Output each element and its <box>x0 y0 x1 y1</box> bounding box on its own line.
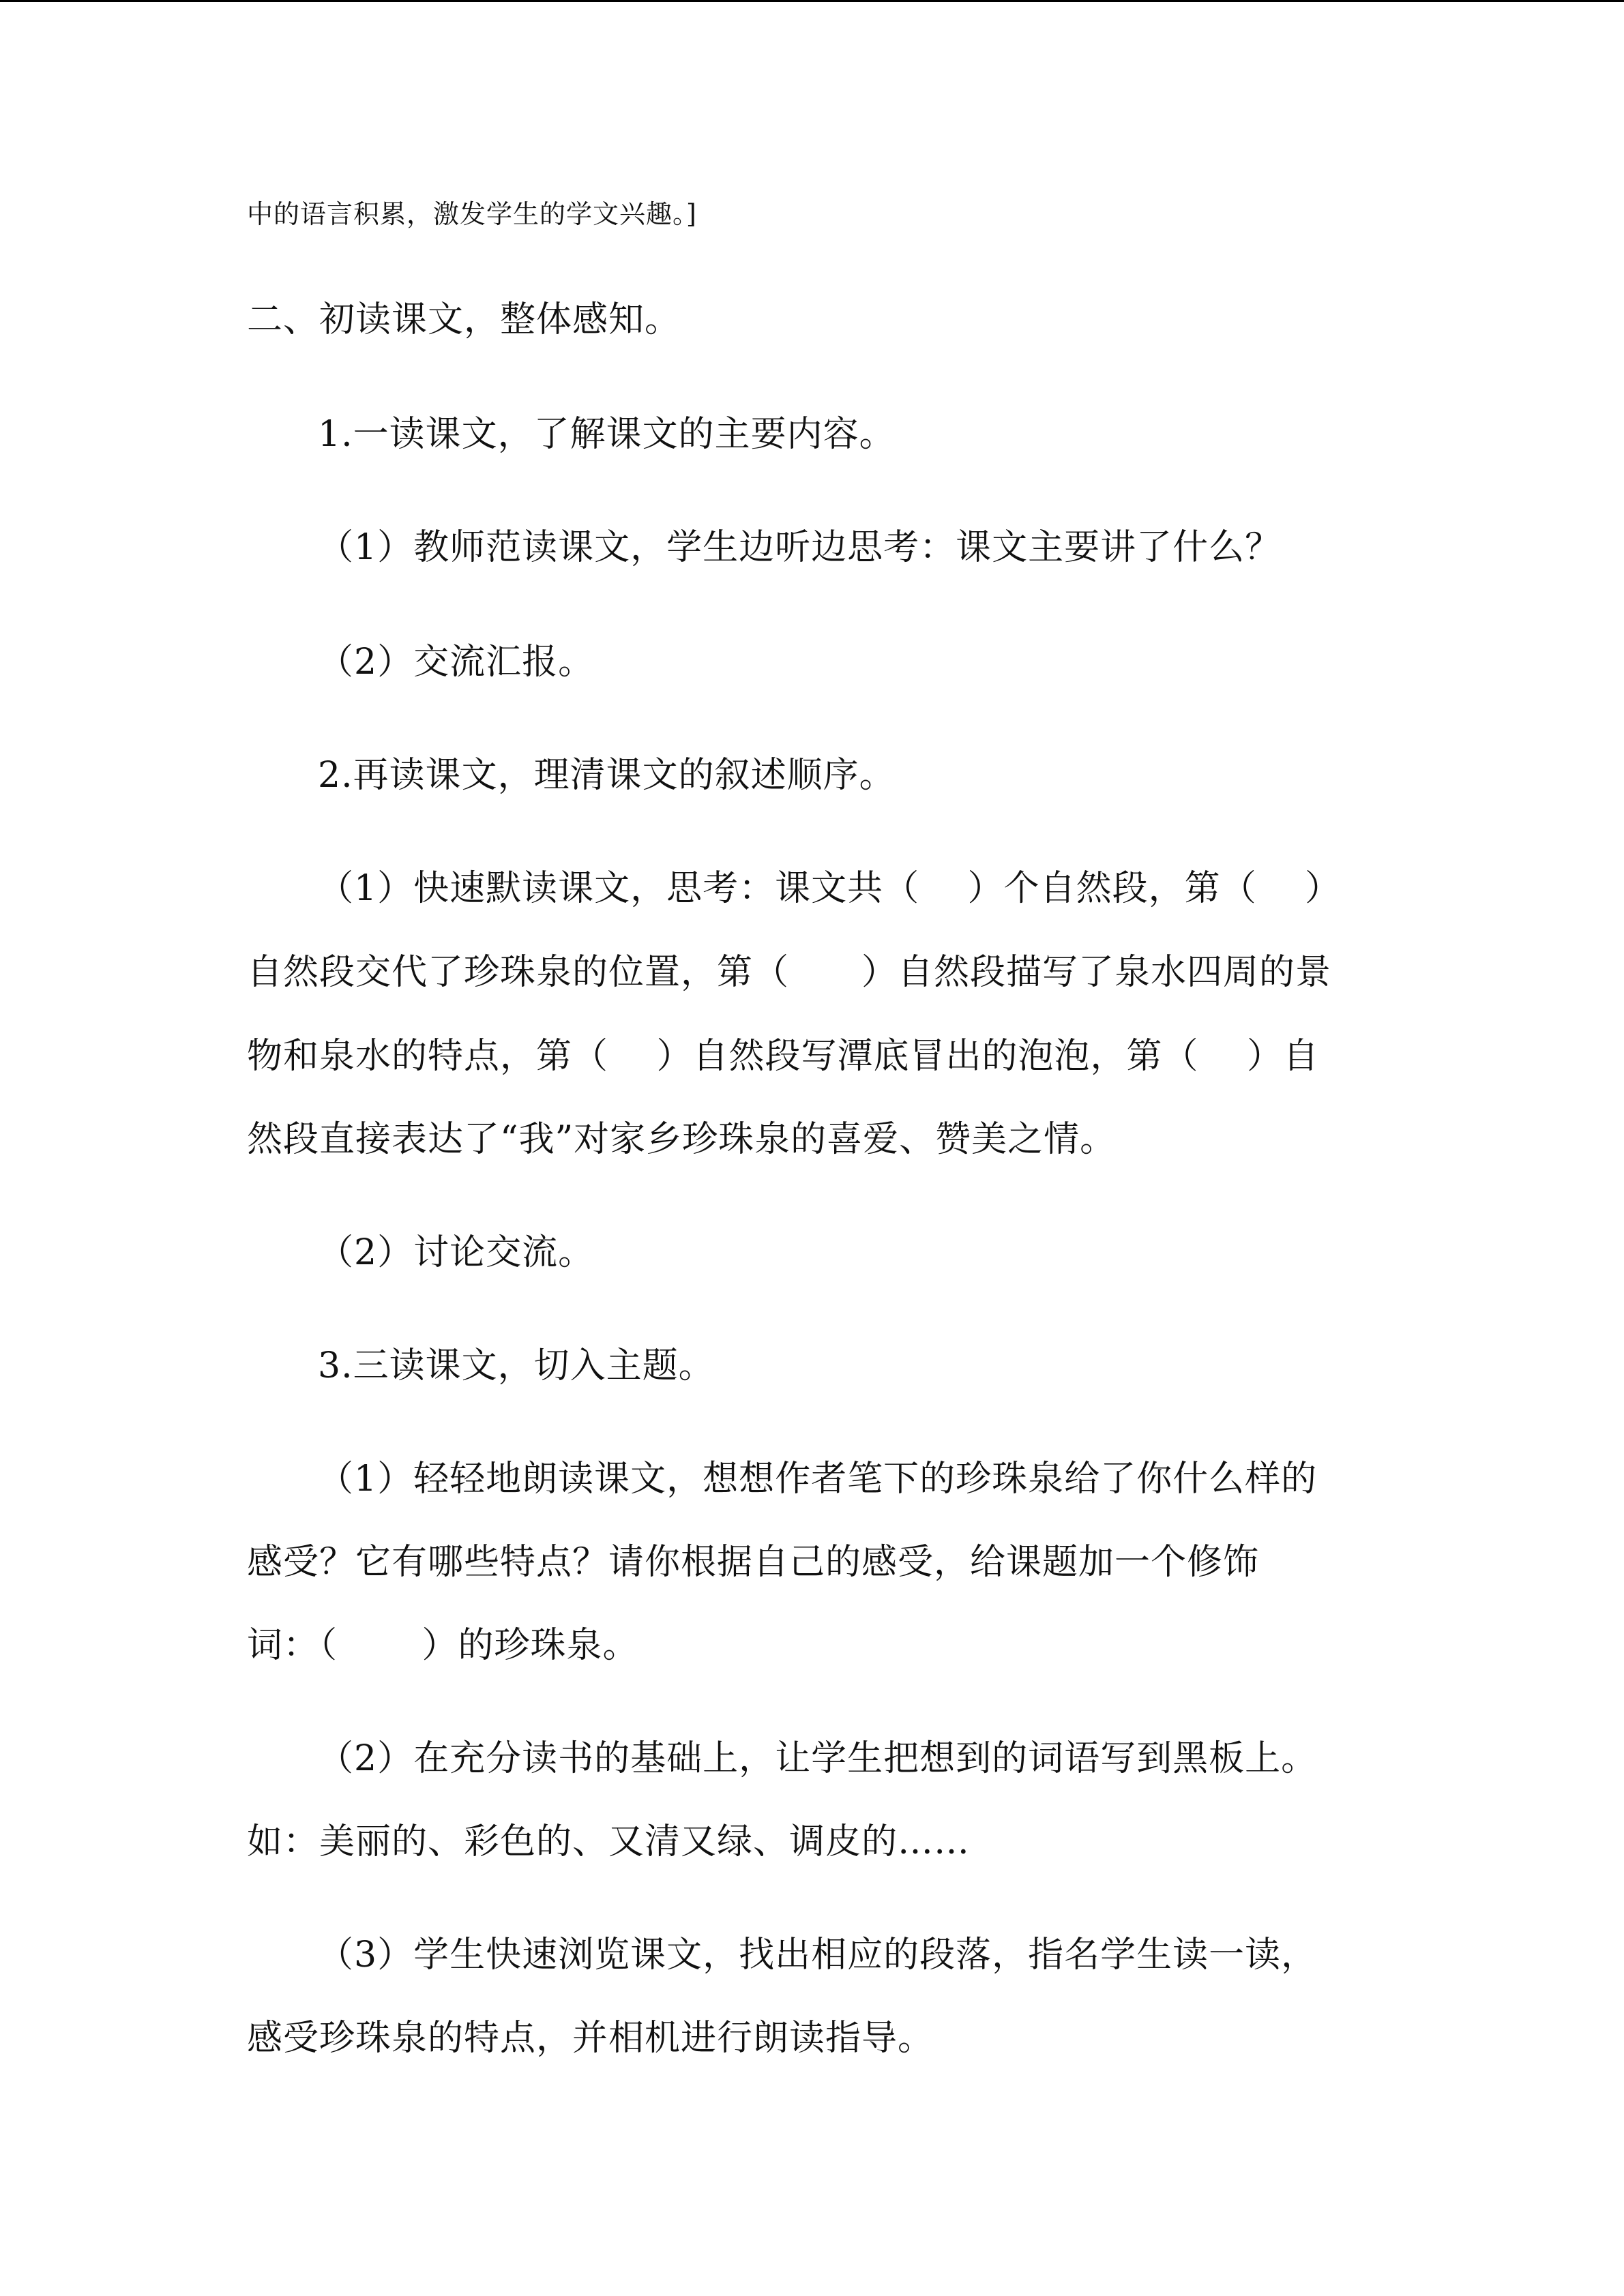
step-3-item-1-line-3: 词：（ ）的珍珠泉。 <box>247 1625 639 1666</box>
step-2-item-1-line-2: 自然段交代了珍珠泉的位置，第（ ）自然段描写了泉水四周的景 <box>247 952 1332 993</box>
step-2-item-1-line-3: 物和泉水的特点，第（ ）自然段写潭底冒出的泡泡，第（ ）自 <box>247 1036 1320 1077</box>
step-2-heading: 2.再读课文，理清课文的叙述顺序。 <box>318 755 896 796</box>
step-3-item-2-line-2: 如：美丽的、彩色的、又清又绿、调皮的…… <box>247 1821 971 1862</box>
step-1-item-1: （1）教师范读课文，学生边听边思考：课文主要讲了什么？ <box>318 527 1282 568</box>
section-heading-2: 二、初读课文，整体感知。 <box>247 299 681 340</box>
step-3-item-2-line-1: （2）在充分读书的基础上，让学生把想到的词语写到黑板上。 <box>318 1738 1318 1779</box>
text-line-carryover: 中的语言积累，激发学生的学文兴趣。] <box>247 199 697 229</box>
step-1-item-2: （2）交流汇报。 <box>318 642 595 683</box>
step-3-heading: 3.三读课文，切入主题。 <box>318 1345 715 1386</box>
step-2-item-1-line-1: （1）快速默读课文，思考：课文共（ ）个自然段，第（ ） <box>318 868 1342 909</box>
page-top-border <box>0 0 1624 2</box>
step-3-item-1-line-2: 感受？它有哪些特点？请你根据自己的感受，给课题加一个修饰 <box>247 1542 1260 1583</box>
step-2-item-2: （2）讨论交流。 <box>318 1232 595 1273</box>
step-1-heading: 1.一读课文，了解课文的主要内容。 <box>318 414 896 455</box>
step-3-item-1-line-1: （1）轻轻地朗读课文，想想作者笔下的珍珠泉给了你什么样的 <box>318 1459 1318 1500</box>
step-3-item-3-line-1: （3）学生快速浏览课文，找出相应的段落，指名学生读一读， <box>318 1935 1318 1976</box>
step-3-item-3-line-2: 感受珍珠泉的特点，并相机进行朗读指导。 <box>247 2018 934 2059</box>
step-2-item-1-line-4: 然段直接表达了“我”对家乡珍珠泉的喜爱、赞美之情。 <box>247 1119 1117 1160</box>
